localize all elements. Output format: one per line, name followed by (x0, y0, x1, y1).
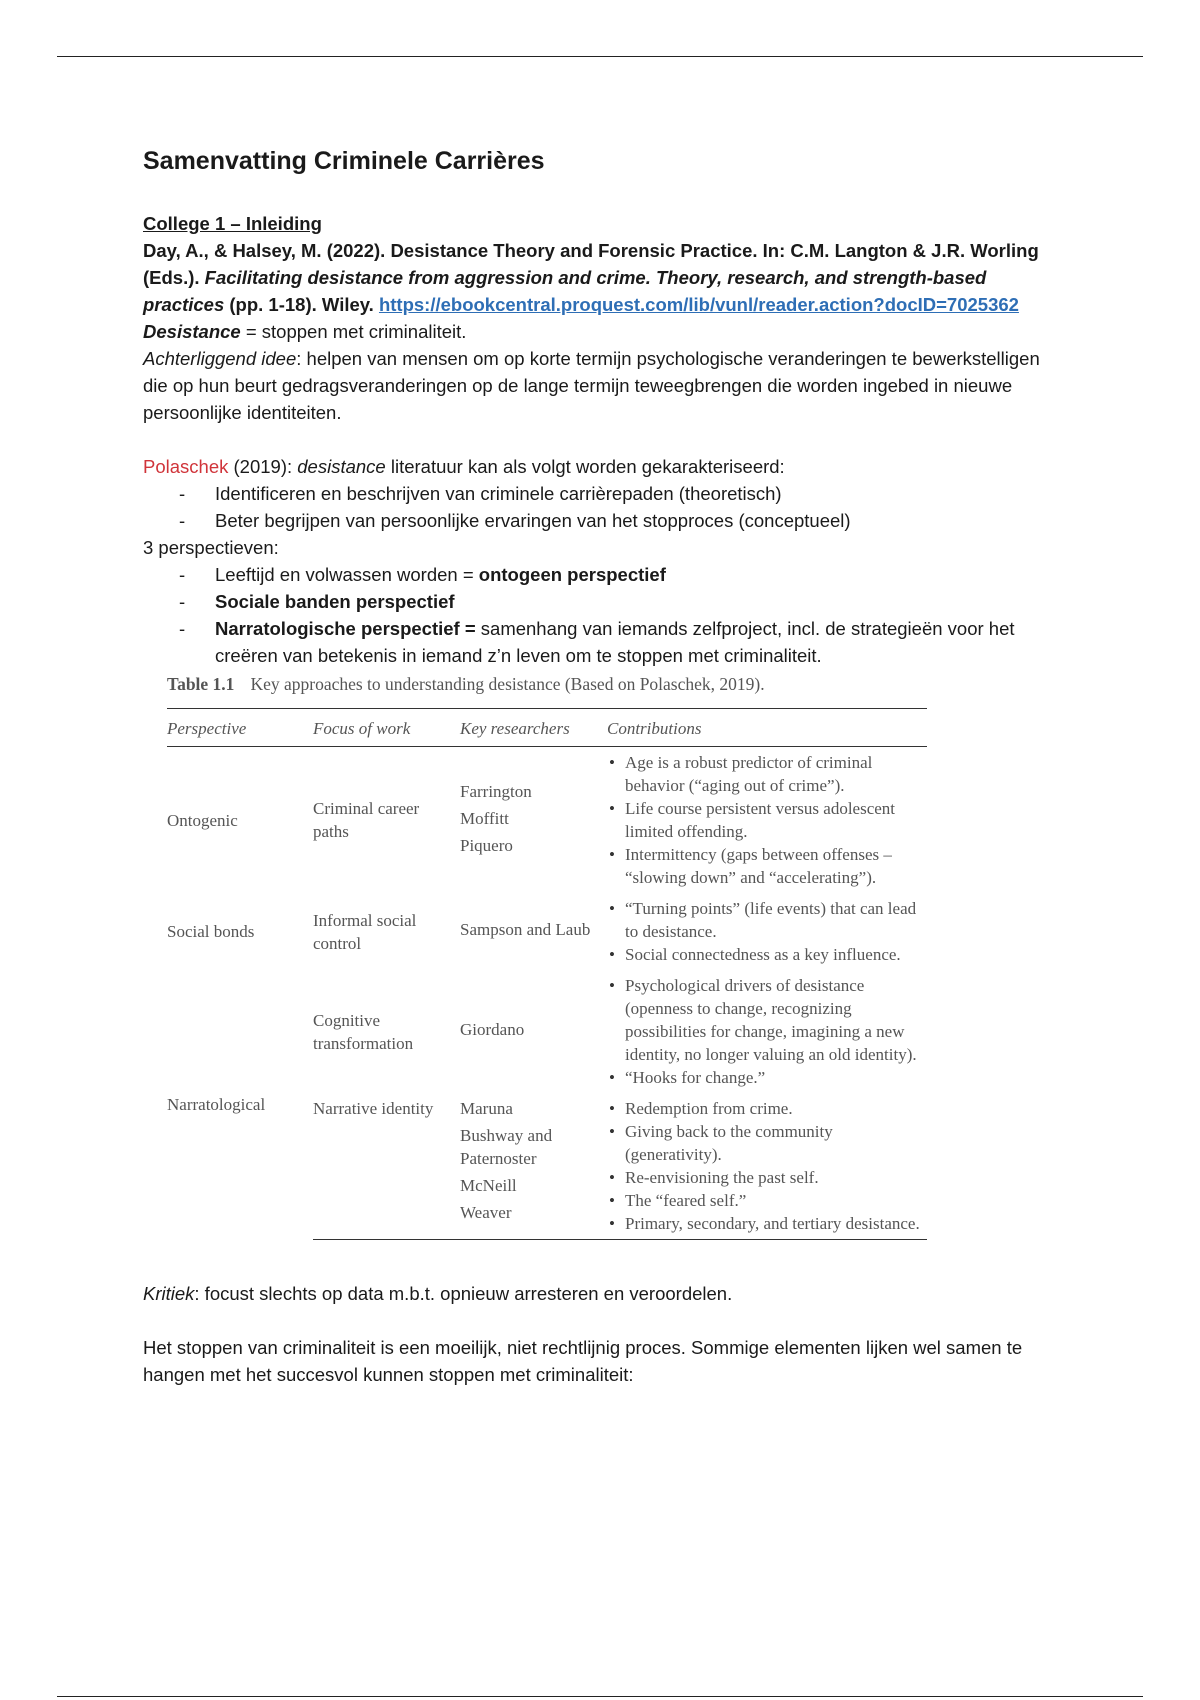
polaschek-name: Polaschek (143, 456, 229, 477)
researcher: Bushway and Paternoster (460, 1126, 553, 1168)
cell-contributions (607, 893, 927, 970)
researcher: Weaver (460, 1203, 512, 1222)
reference-authors: Day, A., & Halsey, M. (2022). Desistance Theory and Forensic Practice. In: C.M. Langton & J.R. Worling (Eds.). (143, 240, 1039, 288)
contribution-item: • Psychological drivers of desistance (openness to change, recognizing possibilities for change, imagining a new identity, no longer valuing an old identity). (625, 974, 923, 1066)
cell-contributions (607, 970, 927, 1093)
polaschek-term: desistance (297, 456, 386, 477)
column-header: Contributions (607, 709, 927, 747)
contribution-item: • Giving back to the community (generativity). (625, 1120, 923, 1166)
researcher: Moffitt (460, 808, 509, 828)
polaschek-year: (2019): (228, 456, 298, 477)
researcher: Maruna (460, 1099, 513, 1118)
cell-focus: Cognitive transformation (313, 1010, 414, 1053)
table-row (167, 970, 927, 1093)
table-row (167, 893, 927, 970)
approaches-table (167, 708, 927, 1240)
list-item: - Beter begrijpen van persoonlijke ervaringen van het stopproces (conceptueel) (215, 507, 1043, 534)
contribution-item: • Redemption from crime. (625, 1097, 923, 1120)
contribution-item: • The “feared self.” (625, 1189, 923, 1212)
contribution-item: • Age is a robust predictor of criminal behavior (“aging out of crime”). (625, 751, 923, 797)
list-item (215, 561, 1043, 588)
researcher: Sampson and Laub (460, 920, 591, 939)
cell-perspective: Ontogenic (167, 810, 238, 830)
perspectives-intro: 3 perspectieven: (143, 537, 279, 558)
cell-perspective: Social bonds (167, 922, 255, 941)
cell-contributions (607, 747, 927, 894)
idea-paragraph (143, 345, 1043, 426)
idea-text: : helpen van mensen om op korte termijn psychologische veranderingen te bewerkstelligen die op hun beurt gedragsveranderingen op de lange termijn teweegbrengen die worden ingebed in nieuwe persoonlijke identiteiten. (143, 348, 1040, 423)
cell-focus: Narrative identity (313, 1093, 460, 1240)
researcher: Piquero (460, 835, 513, 855)
closing-paragraph: Het stoppen van criminaliteit is een moeilijk, niet rechtlijnig proces. Sommige elementen lijken wel samen te hangen met het succesvol kunnen stoppen met criminaliteit: (143, 1337, 1023, 1385)
p2-bold: Sociale banden perspectief (215, 591, 455, 612)
reference-book-title: Facilitating desistance from aggression and crime. Theory, research, and strength-based practices (143, 267, 987, 315)
cell-focus: Informal social control (313, 910, 417, 953)
contribution-item: • Re-envisioning the past self. (625, 1166, 923, 1189)
contribution-item: • Intermittency (gaps between offenses – “slowing down” and “accelerating”). (625, 843, 923, 889)
cell-contributions (607, 1093, 927, 1240)
contribution-item: • “Hooks for change.” (625, 1066, 923, 1089)
table-caption-text: Key approaches to understanding desistance (Based on Polaschek, 2019). (250, 674, 765, 694)
contribution-item: • “Turning points” (life events) that can lead to desistance. (625, 897, 923, 943)
perspectives-list (143, 561, 1043, 669)
desistance-def: = stoppen met criminaliteit. (240, 321, 467, 342)
cell-researchers (460, 1093, 607, 1240)
top-rule (57, 56, 1143, 57)
list-item (215, 588, 1043, 615)
list-item (215, 615, 1043, 669)
table-header-row (167, 709, 927, 747)
polaschek-rest: literatuur kan als volgt worden gekarakteriseerd: (385, 456, 785, 477)
list-item: - Identificeren en beschrijven van criminele carrièrepaden (theoretisch) (215, 480, 1043, 507)
contribution-item: • Primary, secondary, and tertiary desistance. (625, 1212, 923, 1235)
kritiek-text: : focust slechts op data m.b.t. opnieuw arresteren en veroordelen. (194, 1283, 733, 1304)
reference (143, 237, 1043, 318)
document-body (143, 145, 1043, 1388)
bottom-rule (57, 1696, 1143, 1697)
p3-bold: Narratologische perspectief = (215, 618, 481, 639)
contribution-item: • Life course persistent versus adolescent limited offending. (625, 797, 923, 843)
contribution-item: • Social connectedness as a key influence. (625, 943, 923, 966)
p1-bold: ontogeen perspectief (478, 564, 666, 585)
table-caption-number: Table 1.1 (167, 674, 235, 694)
table-caption (167, 673, 927, 696)
desistance-term: Desistance (143, 321, 241, 342)
cell-researchers (460, 747, 607, 894)
p3-text: samenhang van iemands zelfproject, incl. de strategieën voor het creëren van betekenis in iemand z’n leven om te stoppen met criminaliteit. (215, 618, 1015, 666)
table-figure (167, 673, 927, 1240)
researcher: Farrington (460, 781, 532, 801)
section-heading: College 1 – Inleiding (143, 213, 322, 234)
kritiek-paragraph (143, 1280, 1043, 1307)
researcher: McNeill (460, 1176, 517, 1195)
p1-text: Leeftijd en volwassen worden = (215, 564, 479, 585)
reference-link[interactable]: https://ebookcentral.proquest.com/lib/vunl/reader.action?docID=7025362 (378, 294, 1019, 315)
column-header: Focus of work (313, 709, 460, 747)
polaschek-paragraph (143, 453, 1043, 480)
desistance-definition (143, 318, 1043, 345)
reference-pages: (pp. 1-18). Wiley. (224, 294, 379, 315)
cell-researchers (460, 893, 607, 970)
column-header: Key researchers (460, 709, 607, 747)
kritiek-term: Kritiek (143, 1283, 195, 1304)
cell-focus: Criminal career paths (313, 799, 420, 841)
cell-researchers (460, 970, 607, 1093)
page-title: Samenvatting Criminele Carrières (143, 147, 545, 175)
column-header: Perspective (167, 709, 313, 747)
table-row (167, 747, 927, 894)
cell-perspective: Narratological (167, 1095, 266, 1115)
researcher: Giordano (460, 1020, 525, 1039)
idea-term: Achterliggend idee (143, 348, 297, 369)
polaschek-list (143, 480, 1043, 534)
